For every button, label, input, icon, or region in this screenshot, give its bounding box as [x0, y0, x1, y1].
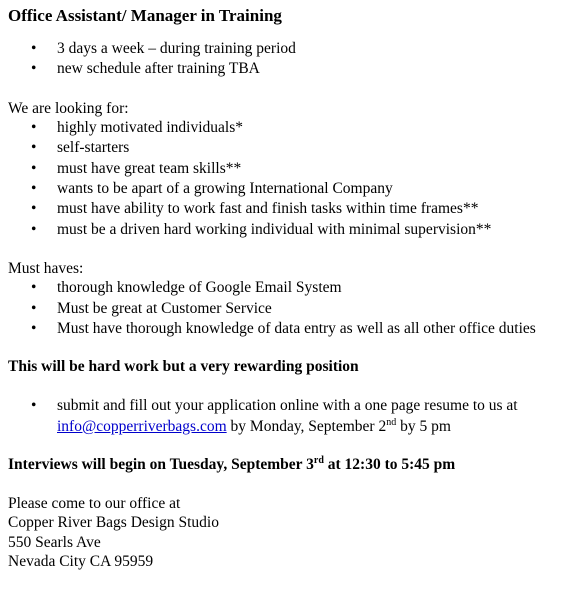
bullet-icon: • [31, 319, 37, 337]
looking-for-heading: We are looking for: [8, 99, 129, 117]
bullet-icon: • [31, 397, 37, 415]
address-intro: Please come to our office at [8, 494, 181, 512]
list-item [8, 220, 584, 240]
must-haves-heading: Must haves: [8, 259, 84, 277]
apply-text-after: by Monday, September 2 [226, 417, 387, 435]
bullet-icon: • [31, 299, 37, 317]
list-item [8, 179, 584, 199]
apply-text-before: submit and fill out your application online with a one page resume to us at [57, 397, 518, 415]
list-item-text: new schedule after training TBA [57, 60, 260, 78]
list-item-text: thorough knowledge of Google Email System [57, 279, 342, 297]
bullet-icon: • [31, 179, 37, 197]
bullet-icon: • [31, 159, 37, 177]
bullet-icon: • [31, 220, 37, 238]
bullet-icon: • [31, 60, 37, 78]
bullet-icon: • [31, 119, 37, 137]
list-item [8, 138, 584, 158]
address-company: Copper River Bags Design Studio [8, 514, 219, 532]
list-item-text: must have ability to work fast and finish tasks within time frames** [57, 200, 479, 218]
interviews-text-after: at 12:30 to 5:45 pm [323, 455, 456, 473]
interviews-text-before: Interviews will begin on Tuesday, September 3 [8, 455, 314, 473]
bullet-icon: • [31, 40, 37, 57]
email-link[interactable]: info@copperriverbags.com [57, 417, 227, 435]
list-item-text: 3 days a week – during training period [57, 40, 296, 57]
job-title: Office Assistant/ Manager in Training [8, 6, 282, 25]
list-item [8, 59, 584, 79]
list-item-text: wants to be apart of a growing International Company [57, 179, 393, 197]
bullet-icon: • [31, 279, 37, 297]
list-item [8, 299, 584, 319]
schedule-list [8, 39, 584, 80]
address-city: Nevada City CA 95959 [8, 553, 154, 571]
job-posting-document [8, 6, 584, 572]
list-item [8, 396, 584, 437]
must-haves-list [8, 278, 584, 339]
address-street: 550 Searls Ave [8, 533, 101, 551]
list-item [8, 118, 584, 138]
list-item-text: highly motivated individuals* [57, 119, 243, 137]
list-item-text: self-starters [57, 139, 130, 157]
looking-for-list [8, 118, 584, 240]
list-item [8, 319, 584, 339]
apply-list [8, 396, 584, 437]
list-item [8, 39, 584, 59]
list-item-text: must be a driven hard working individual with minimal supervision** [57, 220, 492, 238]
list-item [8, 199, 584, 219]
bullet-icon: • [31, 200, 37, 218]
list-item [8, 278, 584, 298]
list-item [8, 159, 584, 179]
rewarding-position-line: This will be hard work but a very rewarding position [8, 358, 359, 376]
bullet-icon: • [31, 139, 37, 157]
interviews-line [8, 455, 584, 475]
list-item-text: Must be great at Customer Service [57, 299, 272, 317]
apply-text-end: by 5 pm [396, 417, 451, 435]
list-item-text: must have great team skills** [57, 159, 242, 177]
list-item-text: Must have thorough knowledge of data entry as well as all other office duties [57, 319, 536, 337]
interviews-date-suffix: rd [313, 454, 324, 466]
apply-date-suffix: nd [386, 416, 397, 428]
